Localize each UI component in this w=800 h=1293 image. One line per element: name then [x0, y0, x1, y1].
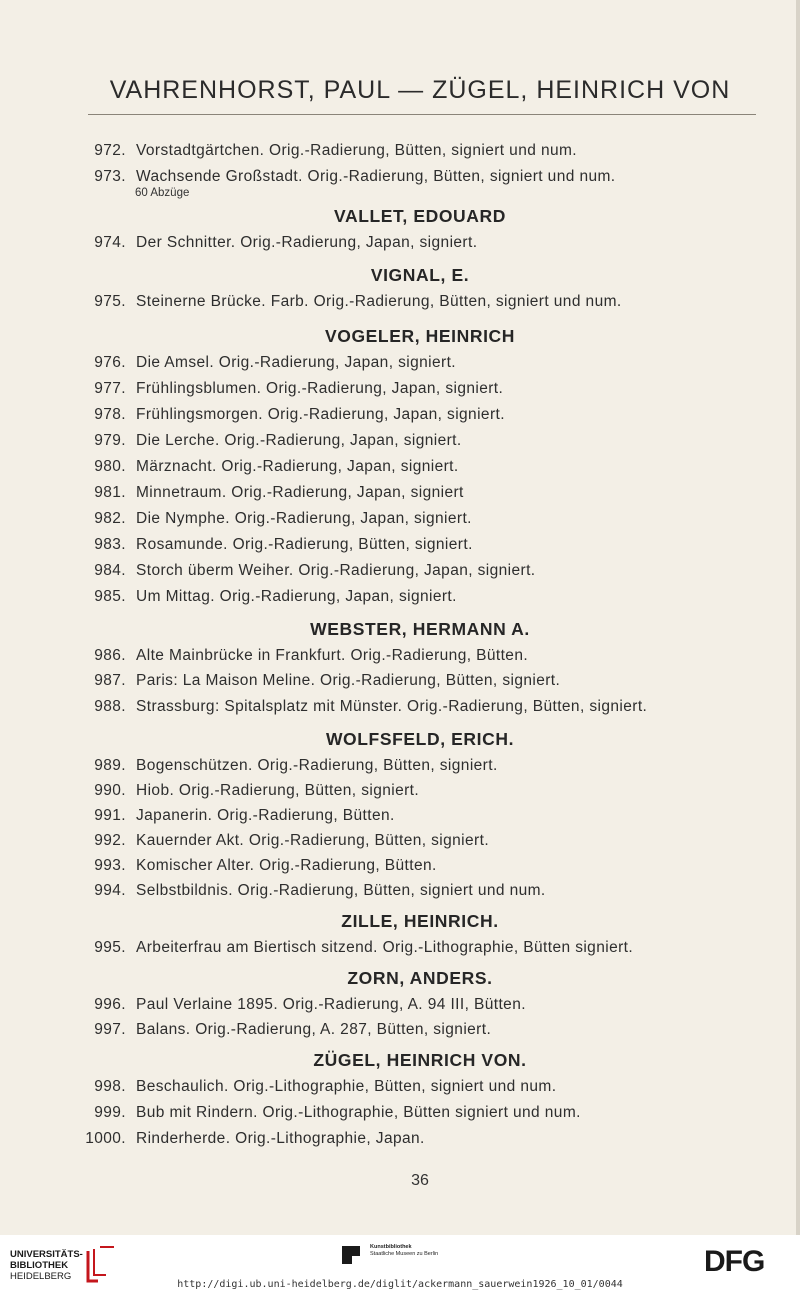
entry-992: 992. Kauernder Akt. Orig.-Radierung, Bütten, signiert. [94, 832, 490, 849]
entry-974: 974. Der Schnitter. Orig.-Radierung, Japan, signiert. [94, 234, 478, 251]
entry-976: 976. Die Amsel. Orig.-Radierung, Japan, signiert. [94, 354, 456, 371]
entry-1000: 1000. Rinderherde. Orig.-Lithographie, Japan. [85, 1130, 425, 1147]
uni-logo-line2: BIBLIOTHEK [10, 1260, 69, 1271]
entry-995: 995. Arbeiterfrau am Biertisch sitzend. Orig.-Lithographie, Bütten signiert. [94, 939, 634, 956]
kunstbibliothek-logo[interactable] [340, 1242, 480, 1272]
uni-logo-line1: UNIVERSITÄTS- [10, 1249, 83, 1260]
entry-998: 998. Beschaulich. Orig.-Lithographie, Bütten, signiert und num. [94, 1078, 557, 1095]
entry-988: 988. Strassburg: Spitalsplatz mit Münster. Orig.-Radierung, Bütten, signiert. [94, 698, 648, 715]
entry-991: 991. Japanerin. Orig.-Radierung, Bütten. [94, 807, 395, 824]
entry-996: 996. Paul Verlaine 1895. Orig.-Radierung, A. 94 III, Bütten. [94, 996, 526, 1013]
dfg-logo[interactable]: DFG [704, 1245, 765, 1278]
entry-979: 979. Die Lerche. Orig.-Radierung, Japan, signiert. [94, 432, 462, 449]
kunstbibliothek-name: Kunstbibliothek [370, 1244, 412, 1250]
head-rule [88, 114, 756, 115]
entry-975: 975. Steinerne Brücke. Farb. Orig.-Radierung, Bütten, signiert und num. [94, 293, 622, 310]
running-head: VAHRENHORST, PAUL — ZÜGEL, HEINRICH VON [109, 76, 731, 104]
entry-999: 999. Bub mit Rindern. Orig.-Lithographie, Bütten signiert und num. [94, 1104, 581, 1121]
university-library-logo[interactable] [8, 1243, 128, 1283]
kunstbibliothek-subtitle: Staatliche Museen zu Berlin [370, 1251, 439, 1257]
entry-990: 990. Hiob. Orig.-Radierung, Bütten, signiert. [94, 782, 420, 799]
section-heading-vogeler: VOGELER, HEINRICH [324, 326, 516, 346]
section-heading-zorn: ZORN, ANDERS. [347, 968, 493, 988]
entry-978: 978. Frühlingsmorgen. Orig.-Radierung, Japan, signiert. [94, 406, 505, 423]
uni-logo-line3: HEIDELBERG [10, 1271, 72, 1282]
kunstbibliothek-mark-icon [340, 1244, 362, 1266]
entry-980: 980. Märznacht. Orig.-Radierung, Japan, signiert. [94, 458, 459, 475]
entry-993: 993. Komischer Alter. Orig.-Radierung, Bütten. [94, 857, 437, 874]
entry-981: 981. Minnetraum. Orig.-Radierung, Japan, signiert [94, 484, 464, 501]
entry-997: 997. Balans. Orig.-Radierung, A. 287, Bütten, signiert. [94, 1021, 492, 1038]
section-heading-zuegel: ZÜGEL, HEINRICH VON. [313, 1050, 527, 1070]
page-number: 36 [411, 1172, 429, 1189]
section-heading-vignal: VIGNAL, E. [370, 265, 470, 285]
footer-bar [0, 1235, 800, 1293]
entry-973-note: 60 Abzüge [135, 187, 190, 199]
section-heading-vallet: VALLET, EDOUARD [333, 206, 506, 226]
section-heading-zille: ZILLE, HEINRICH. [341, 911, 499, 931]
entry-984: 984. Storch überm Weiher. Orig.-Radierung, Japan, signiert. [94, 562, 536, 579]
entry-977: 977. Frühlingsblumen. Orig.-Radierung, Japan, signiert. [94, 380, 504, 397]
entry-982: 982. Die Nymphe. Orig.-Radierung, Japan, signiert. [94, 510, 472, 527]
entry-985: 985. Um Mittag. Orig.-Radierung, Japan, signiert. [94, 588, 457, 605]
entry-973: 973. Wachsende Großstadt. Orig.-Radierung, Bütten, signiert und num. [94, 168, 616, 185]
entry-986: 986. Alte Mainbrücke in Frankfurt. Orig.-Radierung, Bütten. [94, 647, 529, 664]
section-heading-wolfsfeld: WOLFSFELD, ERICH. [325, 729, 515, 749]
section-heading-webster: WEBSTER, HERMANN A. [310, 619, 530, 639]
entry-994: 994. Selbstbildnis. Orig.-Radierung, Bütten, signiert und num. [94, 882, 546, 899]
entry-987: 987. Paris: La Maison Meline. Orig.-Radierung, Bütten, signiert. [94, 672, 561, 689]
entry-989: 989. Bogenschützen. Orig.-Radierung, Bütten, signiert. [94, 757, 498, 774]
entry-983: 983. Rosamunde. Orig.-Radierung, Bütten, signiert. [94, 536, 473, 553]
entry-972: 972. Vorstadtgärtchen. Orig.-Radierung, Bütten, signiert und num. [94, 142, 578, 159]
source-url-link[interactable]: http://digi.ub.uni-heidelberg.de/diglit/ackermann_sauerwein1926_10_01/0044 [177, 1279, 623, 1290]
